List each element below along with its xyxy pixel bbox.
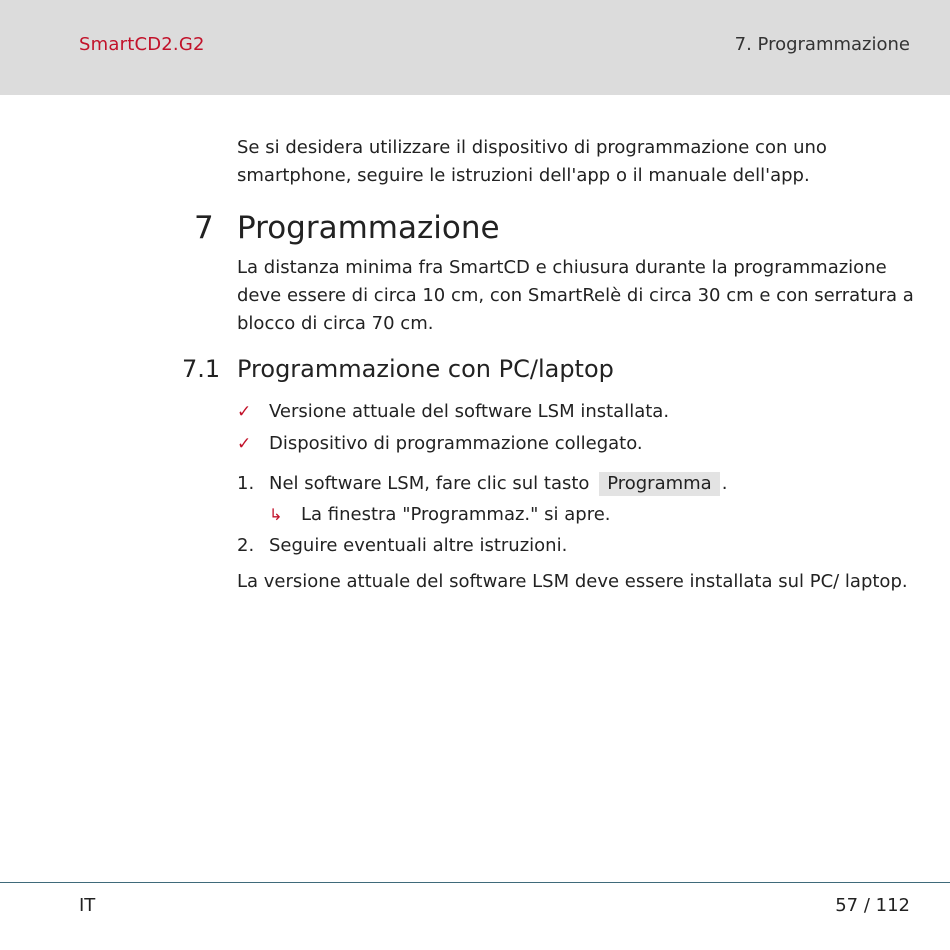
section-body: La distanza minima fra SmartCD e chiusura durante la programmazione deve essere di circa 10 cm, con SmartRelè di circa 30 cm e con serratura a blocco di circa 70 cm. bbox=[237, 257, 914, 334]
page-header bbox=[0, 0, 950, 95]
result-text: La finestra "Programmaz." si apre. bbox=[301, 504, 611, 525]
requirement-item bbox=[237, 396, 917, 428]
section-heading bbox=[194, 208, 917, 248]
section-number: 7 bbox=[194, 210, 214, 246]
step-number: 1. bbox=[237, 473, 255, 494]
checkmark-icon: ✓ bbox=[237, 434, 252, 454]
footer-divider bbox=[0, 882, 950, 883]
step-text: Seguire eventuali altre istruzioni. bbox=[269, 535, 568, 556]
section-title: Programmazione bbox=[237, 210, 500, 246]
subsection-number: 7.1 bbox=[182, 355, 221, 383]
requirement-item bbox=[237, 428, 917, 460]
page-number: 57 / 112 bbox=[835, 895, 910, 916]
step-result bbox=[237, 500, 917, 530]
step-number: 2. bbox=[237, 535, 255, 556]
subsection-heading bbox=[182, 352, 917, 386]
step-item bbox=[237, 468, 917, 500]
steps-list bbox=[237, 468, 917, 562]
step-text-end: . bbox=[721, 473, 728, 494]
checkmark-icon: ✓ bbox=[237, 402, 252, 422]
subsection-title: Programmazione con PC/laptop bbox=[237, 355, 614, 383]
step-text: Nel software LSM, fare clic sul tasto bbox=[269, 473, 590, 494]
language-code: IT bbox=[79, 895, 96, 916]
page-content bbox=[182, 134, 917, 596]
requirement-text: Versione attuale del software LSM installata. bbox=[269, 401, 670, 422]
product-name: SmartCD2.G2 bbox=[79, 34, 205, 55]
running-section-title: 7. Programmazione bbox=[734, 34, 910, 55]
step-item bbox=[237, 530, 917, 562]
intro-paragraph: Se si desidera utilizzare il dispositivo di programmazione con uno smartphone, seguire le istruzioni dell'app o il manuale dell'app. bbox=[237, 137, 827, 186]
programma-button-label: Programma bbox=[599, 472, 720, 496]
requirements-list bbox=[237, 396, 917, 460]
result-arrow-icon: ↳ bbox=[269, 505, 283, 524]
requirement-text: Dispositivo di programmazione collegato. bbox=[269, 433, 643, 454]
note-paragraph: La versione attuale del software LSM deve essere installata sul PC/ laptop. bbox=[237, 571, 908, 592]
